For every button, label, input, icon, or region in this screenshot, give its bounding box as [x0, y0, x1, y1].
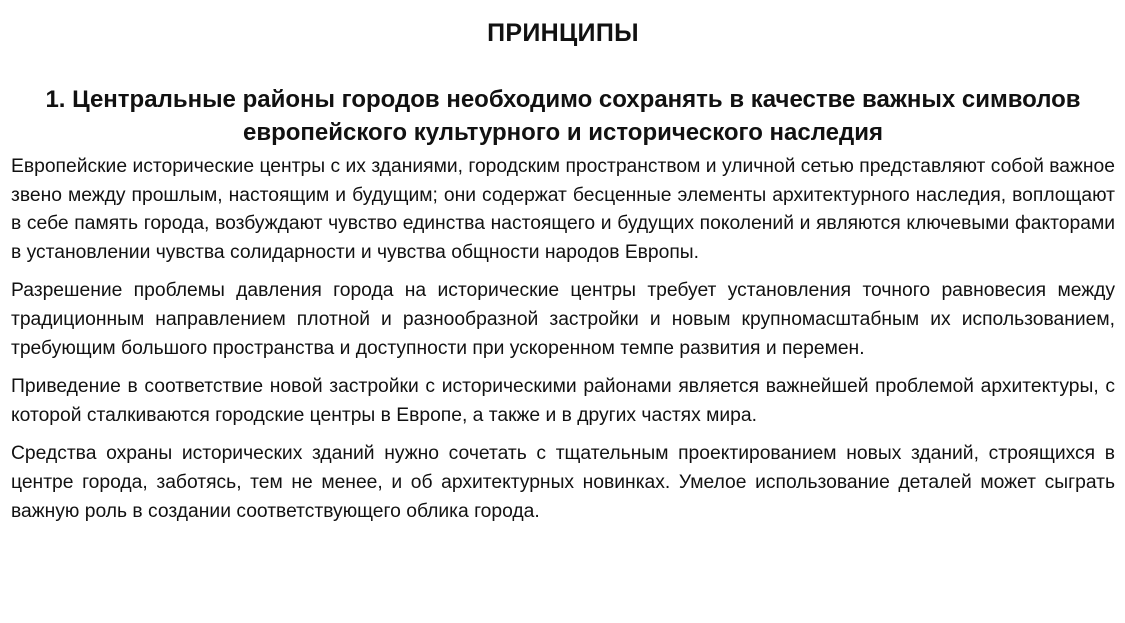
document-heading: ПРИНЦИПЫ	[487, 19, 639, 47]
paragraph-2: Разрешение проблемы давления города на исторические центры требует установления точного равновесия между традиционным направлением плотной и разнообразной застройки и новым крупномасштабным их использованием, требующим большого пространства и доступности при ускоренном темпе развития и перемен.	[11, 280, 1115, 359]
paragraph-1: Европейские исторические центры с их зданиями, городским пространством и уличной сетью представляют собой важное звено между прошлым, настоящим и будущим; они содержат бесценные элементы архитектурного наследия, воплощают в себе память города, возбуждают чувство единства настоящего и будущих поколений и являются ключевыми факторами в установлении чувства солидарности и чувства общности народов Европы.	[11, 156, 1115, 263]
paragraph-4: Средства охраны исторических зданий нужно сочетать с тщательным проектированием новых зданий, строящихся в центре города, заботясь, тем не менее, и об архитектурных новинках. Умелое использование деталей может сыграть важную роль в создании соответствующего облика города.	[11, 443, 1115, 522]
paragraph-3: Приведение в соответствие новой застройки с историческими районами является важнейшей проблемой архитектуры, с которой сталкиваются городские центры в Европе, а также и в других частях мира.	[11, 376, 1115, 426]
section-title: 1. Центральные районы городов необходимо сохранять в качестве важных символов европейского культурного и исторического наследия	[45, 86, 1081, 146]
